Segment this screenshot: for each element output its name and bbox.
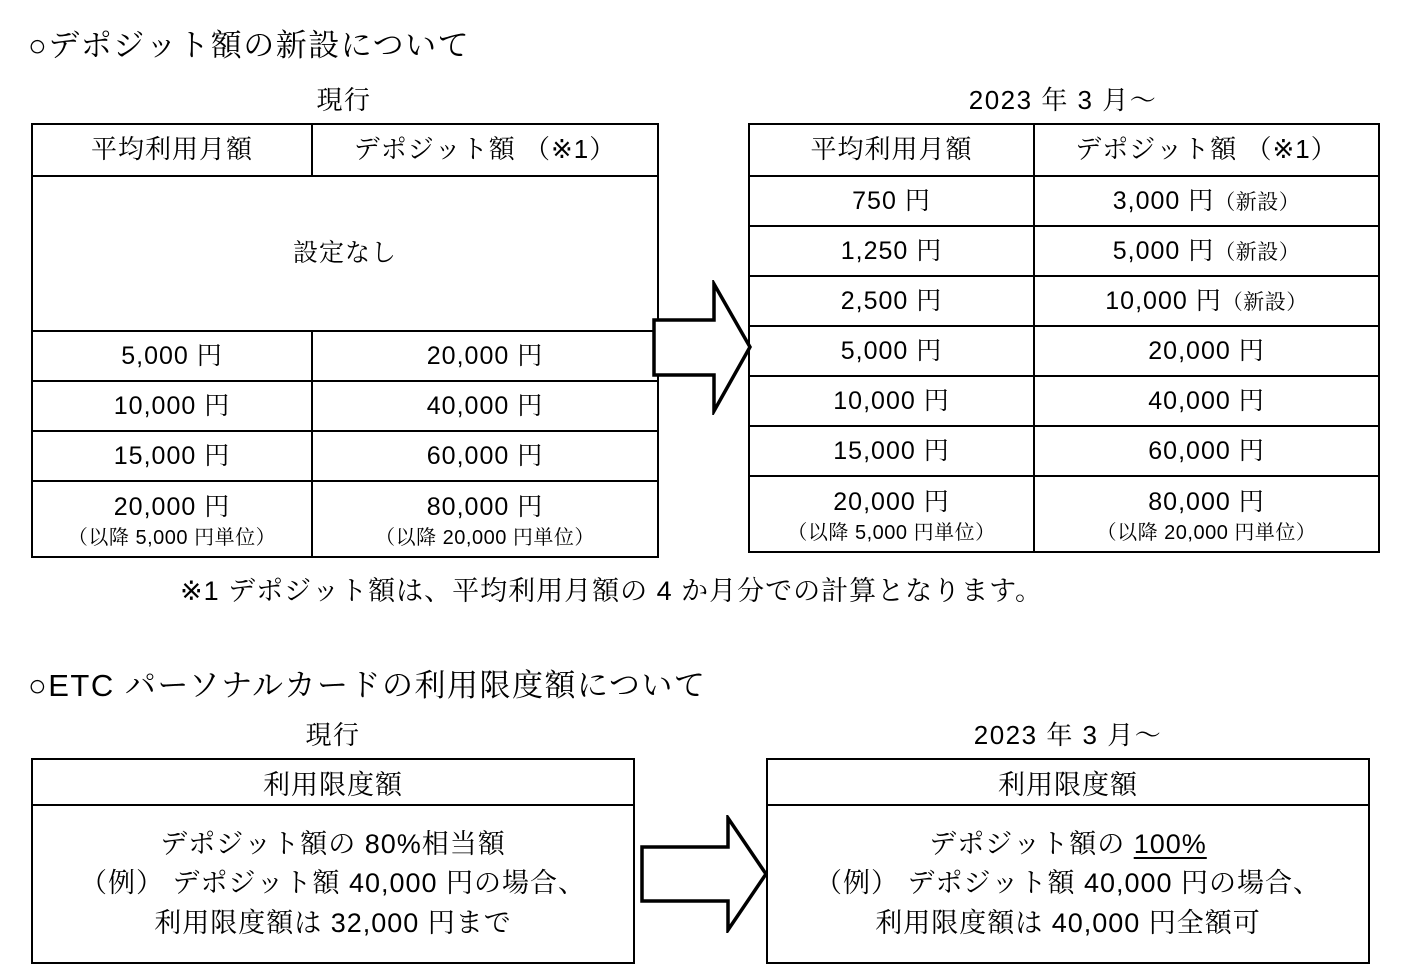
- limit-box-current: [31, 758, 635, 964]
- page-title-limit: ○ETC パーソナルカードの利用限度額について: [28, 668, 707, 703]
- cell-deposit-value: 80,000 円: [426, 493, 544, 522]
- cell-monthly: 2,500 円: [749, 276, 1034, 326]
- limit-line-1-prefix: デポジット額の: [929, 829, 1134, 860]
- table-row: [749, 276, 1379, 326]
- table-row: [32, 381, 658, 431]
- cell-monthly: 15,000 円: [749, 426, 1034, 476]
- table-row: [767, 805, 1369, 963]
- cell-monthly-value: 20,000 円: [833, 488, 950, 517]
- table-header-row: [767, 759, 1369, 805]
- cell-deposit: 40,000 円: [312, 381, 658, 431]
- cell-monthly-with-note: [32, 481, 312, 557]
- column-header-deposit: デポジット額 （※1）: [1034, 124, 1379, 176]
- cell-monthly: 10,000 円: [749, 376, 1034, 426]
- table-row: [32, 176, 658, 331]
- cell-deposit: 20,000 円: [312, 331, 658, 381]
- table-row: [749, 476, 1379, 552]
- cell-deposit-value: 3,000 円: [1112, 186, 1215, 215]
- table-row: [749, 376, 1379, 426]
- cell-deposit-tag: （新設）: [1221, 290, 1308, 314]
- table-row: [749, 426, 1379, 476]
- limit-line-3: 利用限度額は 32,000 円まで: [154, 907, 512, 938]
- table-row: [32, 331, 658, 381]
- cell-monthly: 10,000 円: [32, 381, 312, 431]
- cell-monthly: 5,000 円: [32, 331, 312, 381]
- caption-current-deposit: 現行: [316, 85, 372, 115]
- cell-deposit-tag: （新設）: [1214, 240, 1301, 264]
- cell-monthly: 1,250 円: [749, 226, 1034, 276]
- cell-deposit: 20,000 円: [1034, 326, 1379, 376]
- cell-monthly: 15,000 円: [32, 431, 312, 481]
- caption-current-limit: 現行: [305, 720, 361, 750]
- caption-new-limit: 2023 年 3 月～: [973, 720, 1163, 750]
- caption-new-deposit: 2023 年 3 月～: [968, 85, 1158, 115]
- cell-deposit-note: （以降 20,000 円単位）: [375, 526, 595, 549]
- limit-line-1: デポジット額の 80%相当額: [160, 829, 506, 860]
- cell-deposit: 40,000 円: [1034, 376, 1379, 426]
- page-title-deposit: ○デポジット額の新設について: [28, 28, 471, 63]
- column-header-limit: 利用限度額: [767, 759, 1369, 805]
- limit-line-1-emphasis: 100%: [1133, 829, 1207, 860]
- cell-deposit: [1034, 226, 1379, 276]
- table-header-row: [749, 124, 1379, 176]
- table-row: [32, 481, 658, 557]
- cell-deposit-value: 10,000 円: [1105, 286, 1222, 315]
- cell-limit-description: [32, 805, 634, 963]
- limit-line-3: 利用限度額は 40,000 円全額可: [875, 907, 1261, 938]
- cell-deposit-tag: （新設）: [1214, 190, 1301, 214]
- cell-deposit-note: （以降 20,000 円単位）: [1096, 521, 1317, 544]
- footnote-deposit: ※1 デポジット額は、平均利用月額の 4 か月分での計算となります。: [180, 576, 1043, 606]
- right-arrow-icon: [652, 280, 752, 415]
- right-arrow-icon: [640, 815, 768, 933]
- cell-limit-description: [767, 805, 1369, 963]
- cell-monthly-note: （以降 5,000 円単位）: [787, 521, 996, 544]
- cell-deposit-with-note: [312, 481, 658, 557]
- column-header-limit: 利用限度額: [32, 759, 634, 805]
- cell-monthly-value: 20,000 円: [113, 493, 231, 522]
- cell-deposit-value: 80,000 円: [1148, 488, 1265, 517]
- table-row: [749, 326, 1379, 376]
- cell-monthly-with-note: [749, 476, 1034, 552]
- cell-monthly: 5,000 円: [749, 326, 1034, 376]
- cell-no-setting: 設定なし: [32, 176, 658, 331]
- limit-line-2: （例） デポジット額 40,000 円の場合、: [814, 868, 1322, 899]
- cell-deposit-with-note: [1034, 476, 1379, 552]
- cell-deposit: 60,000 円: [312, 431, 658, 481]
- cell-monthly-note: （以降 5,000 円単位）: [67, 526, 277, 549]
- column-header-monthly: 平均利用月額: [32, 124, 312, 176]
- cell-deposit: [1034, 176, 1379, 226]
- table-row: [749, 226, 1379, 276]
- table-row: [32, 431, 658, 481]
- deposit-table-current: [31, 123, 659, 558]
- cell-deposit-value: 5,000 円: [1112, 236, 1215, 265]
- limit-box-new: [766, 758, 1370, 964]
- deposit-table-new: [748, 123, 1380, 553]
- limit-line-2: （例） デポジット額 40,000 円の場合、: [79, 868, 587, 899]
- cell-monthly: 750 円: [749, 176, 1034, 226]
- table-header-row: [32, 759, 634, 805]
- table-header-row: [32, 124, 658, 176]
- table-row: [32, 805, 634, 963]
- column-header-monthly: 平均利用月額: [749, 124, 1034, 176]
- limit-line-1: [774, 825, 1362, 864]
- column-header-deposit: デポジット額 （※1）: [312, 124, 658, 176]
- cell-deposit: [1034, 276, 1379, 326]
- cell-deposit: 60,000 円: [1034, 426, 1379, 476]
- table-row: [749, 176, 1379, 226]
